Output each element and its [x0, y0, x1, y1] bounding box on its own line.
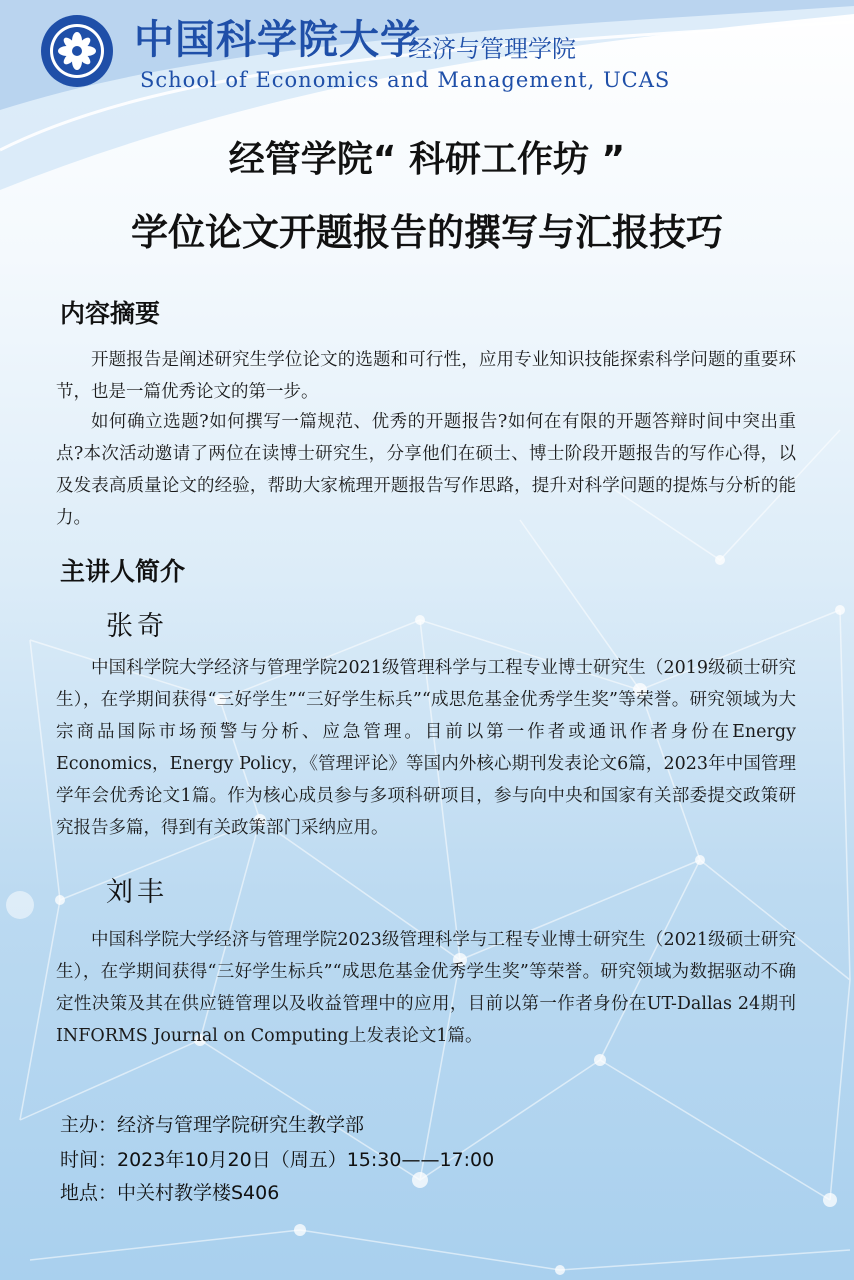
- abstract-paragraph: 如何确立选题?如何撰写一篇规范、优秀的开题报告?如何在有限的开题答辩时间中突出重点?本次活动邀请了两位在读博士研究生，分享他们在硕士、博士阶段开题报告的写作心得，以及发表高质量论文的经验，帮助大家梳理开题报告写作思路，提升对科学问题的提炼与分析的能力。: [56, 412, 796, 528]
- event-series-title: 经管学院“ 科研工作坊 ”: [228, 139, 626, 180]
- event-topic-title: 学位论文开题报告的撰写与汇报技巧: [131, 211, 723, 254]
- ucas-logo: [40, 14, 114, 88]
- speaker-name: 刘丰: [106, 877, 168, 908]
- school-name-cn: 经济与管理学院: [408, 35, 576, 63]
- speaker-bio: 中国科学院大学经济与管理学院2021级管理科学与工程专业博士研究生（2019级硕士研究生），在学期间获得“三好学生”“三好学生标兵”“成思危基金优秀学生奖”等荣誉。研究领域为大宗商品国际市场预警与分析、应急管理。目前以第一作者或通讯作者身份在Energy Economics，Energy Policy，《管理评论》等国内外核心期刊发表论文6篇，2023年中国管理学年会优秀论文1篇。作为核心成员参与多项科研项目，参与向中央和国家有关部委提交政策研究报告多篇，得到有关政策部门采纳应用。: [56, 658, 796, 838]
- speaker-bio: 中国科学院大学经济与管理学院2023级管理科学与工程专业博士研究生（2021级硕士研究生），在学期间获得“三好学生标兵”“成思危基金优秀学生奖”等荣誉。研究领域为数据驱动不确定性决策及其在供应链管理以及收益管理中的应用，目前以第一作者身份在UT-Dallas 24期刊INFORMS Journal on Computing上发表论文1篇。: [56, 930, 796, 1046]
- speaker-name: 张奇: [106, 611, 168, 642]
- abstract-heading: 内容摘要: [60, 299, 161, 328]
- abstract-paragraph: 开题报告是阐述研究生学位论文的选题和可行性，应用专业知识技能探索科学问题的重要环节，也是一篇优秀论文的第一步。: [56, 350, 796, 402]
- event-time: 时间：2023年10月20日（周五）15:30——17:00: [60, 1149, 495, 1171]
- school-name-en: School of Economics and Management, UCAS: [140, 68, 671, 92]
- event-organizer: 主办：经济与管理学院研究生教学部: [60, 1114, 365, 1136]
- speakers-heading: 主讲人简介: [60, 557, 186, 586]
- event-location: 地点：中关村教学楼S406: [60, 1182, 280, 1204]
- university-name: 中国科学院大学: [134, 16, 421, 63]
